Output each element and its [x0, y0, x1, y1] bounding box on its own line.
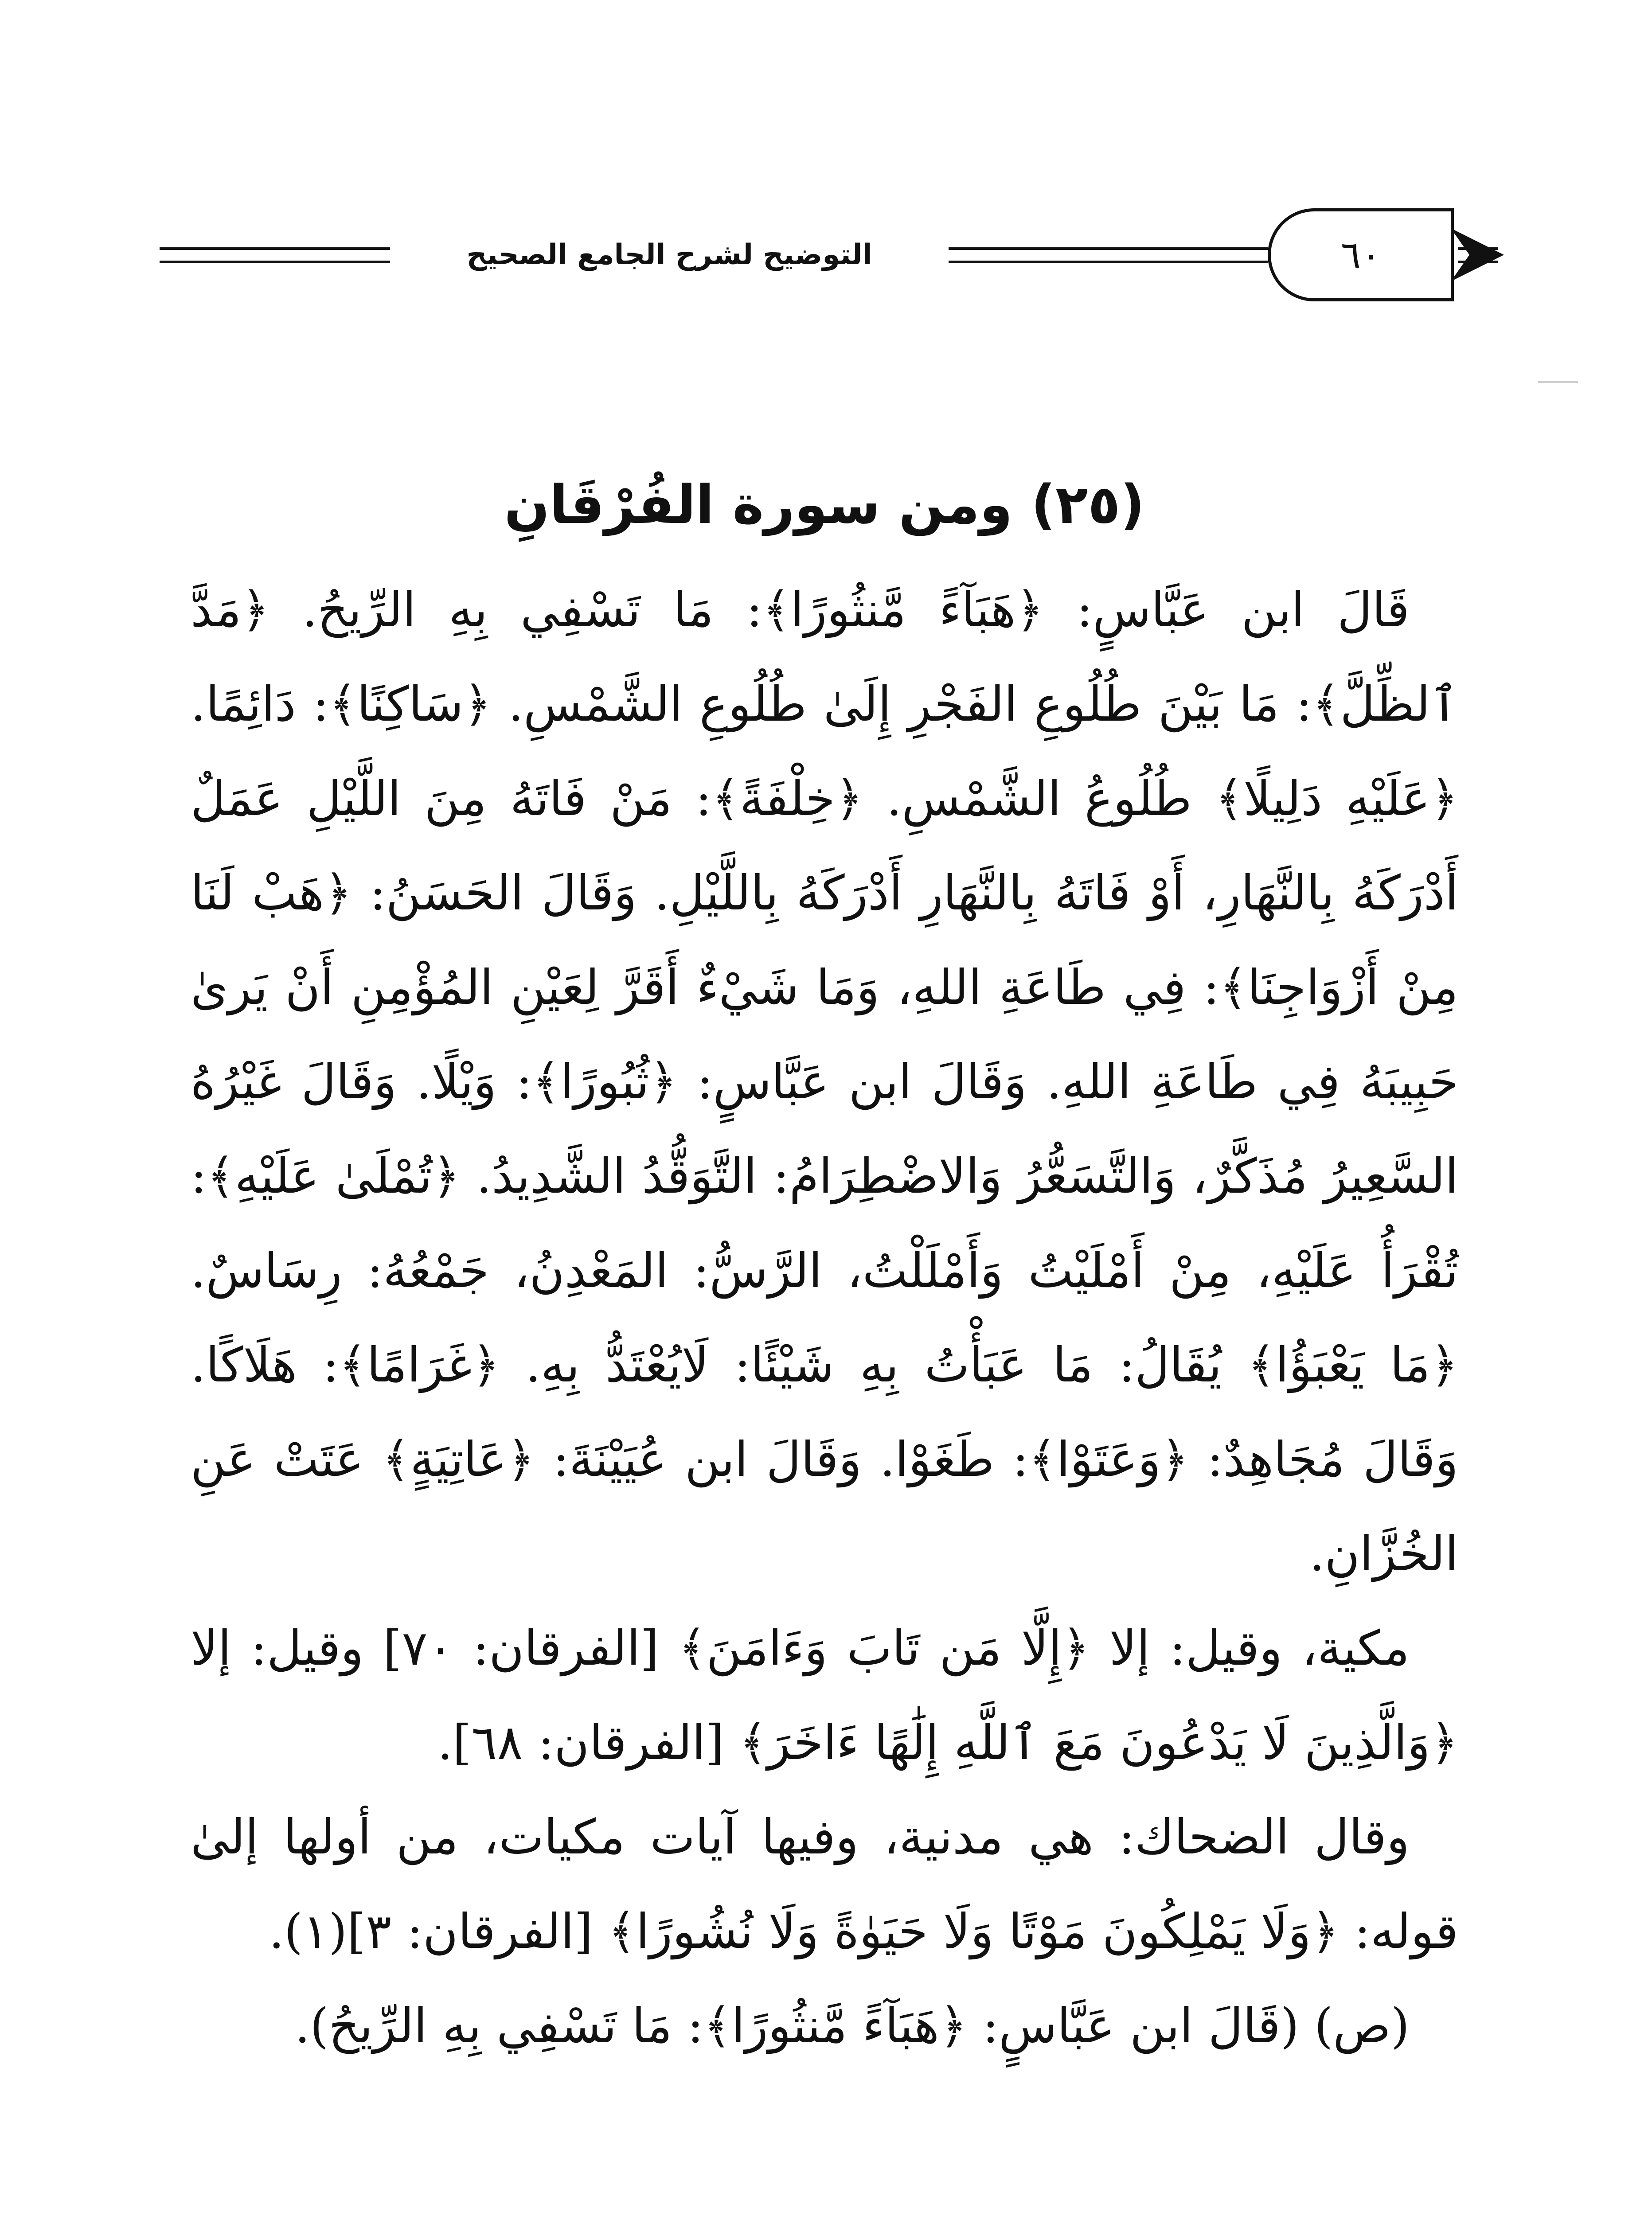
header-rule	[949, 247, 1268, 250]
book-title: التوضيح لشرح الجامع الصحيح	[466, 238, 872, 271]
header-rule	[160, 247, 390, 250]
header-rule	[1458, 261, 1498, 263]
body-text	[191, 563, 1458, 2073]
header-rule	[1458, 247, 1498, 250]
paragraph: (ص) (قَالَ ابن عَبَّاسٍ: ﴿هَبَآءً مَّنثُورًا﴾: مَا تَسْفِي بِهِ الرِّيحُ).	[294, 1998, 1410, 2054]
page-number-frame	[1268, 208, 1454, 301]
running-header	[160, 208, 1489, 306]
header-rule	[160, 261, 390, 263]
section-title: (٢٥) ومن سورة الفُرْقَانِ	[504, 474, 1145, 536]
page-number: ٦٠	[1340, 233, 1381, 277]
paragraph: قَالَ ابن عَبَّاسٍ: ﴿هَبَآءً مَّنثُورًا﴾: مَا تَسْفِي بِهِ الرِّيحُ. ﴿مَدَّ ٱلظِّلَّ﴾: مَا بَيْنَ طُلُوعِ الفَجْرِ إِلَىٰ طُلُوعِ الشَّمْسِ. ﴿سَاكِنًا﴾: دَائِمًا. ﴿عَلَيْهِ دَلِيلًا﴾ طُلُوعُ الشَّمْسِ. ﴿خِلْفَةً﴾: مَنْ فَاتَهُ مِنَ اللَّيْلِ عَمَلٌ أَدْرَكَهُ بِالنَّهَارِ، أَوْ فَاتَهُ بِالنَّهَارِ أَدْرَكَهُ بِاللَّيْلِ. وَقَالَ الحَسَنُ: ﴿هَبْ لَنَا مِنْ أَزْوَاجِنَا﴾: فِي طَاعَةِ اللهِ، وَمَا شَيْءٌ أَقَرَّ لِعَيْنِ المُؤْمِنِ أَنْ يَرىٰ حَبِيبَهُ فِي طَاعَةِ اللهِ. وَقَالَ ابن عَبَّاسٍ: ﴿ثُبُورًا﴾: وَيْلًا. وَقَالَ غَيْرُهُ السَّعِيرُ مُذَكَّرٌ، وَالتَّسَعُّرُ وَالاضْطِرَامُ: التَّوَقُّدُ الشَّدِيدُ. ﴿تُمْلَىٰ عَلَيْهِ﴾: تُقْرَأُ عَلَيْهِ، مِنْ أَمْلَيْتُ وَأَمْلَلْتُ، الرَّسُّ: المَعْدِنُ، جَمْعُهُ: رِسَاسٌ. ﴿مَا يَعْبَؤُا﴾ يُقَالُ: مَا عَبَأْتُ بِهِ شَيْئًا: لَايُعْتَدُّ بِهِ. ﴿غَرَامًا﴾: هَلَاكًا. وَقَالَ مُجَاهِدٌ: ﴿وَعَتَوْا﴾: طَغَوْا. وَقَالَ ابن عُيَيْنَةَ: ﴿عَاتِيَةٍ﴾ عَتَتْ عَنِ الخُزَّانِ.	[191, 582, 1458, 1582]
scan-mark	[1538, 381, 1578, 383]
paragraph: مكية، وقيل: إلا ﴿إِلَّا مَن تَابَ وَءَامَنَ﴾ [الفرقان: ٧٠] وقيل: إلا ﴿وَالَّذِينَ لَا يَدْعُونَ مَعَ ٱللَّهِ إِلَٰهًا ءَاخَرَ﴾ [الفرقان: ٦٨].	[191, 1621, 1458, 1771]
header-rule	[949, 261, 1268, 263]
paragraph: وقال الضحاك: هي مدنية، وفيها آيات مكيات، من أولها إلىٰ قوله: ﴿وَلَا يَمْلِكُونَ مَوْتًا وَلَا حَيَوٰةً وَلَا نُشُورًا﴾ [الفرقان: ٣](١).	[191, 1810, 1458, 1959]
